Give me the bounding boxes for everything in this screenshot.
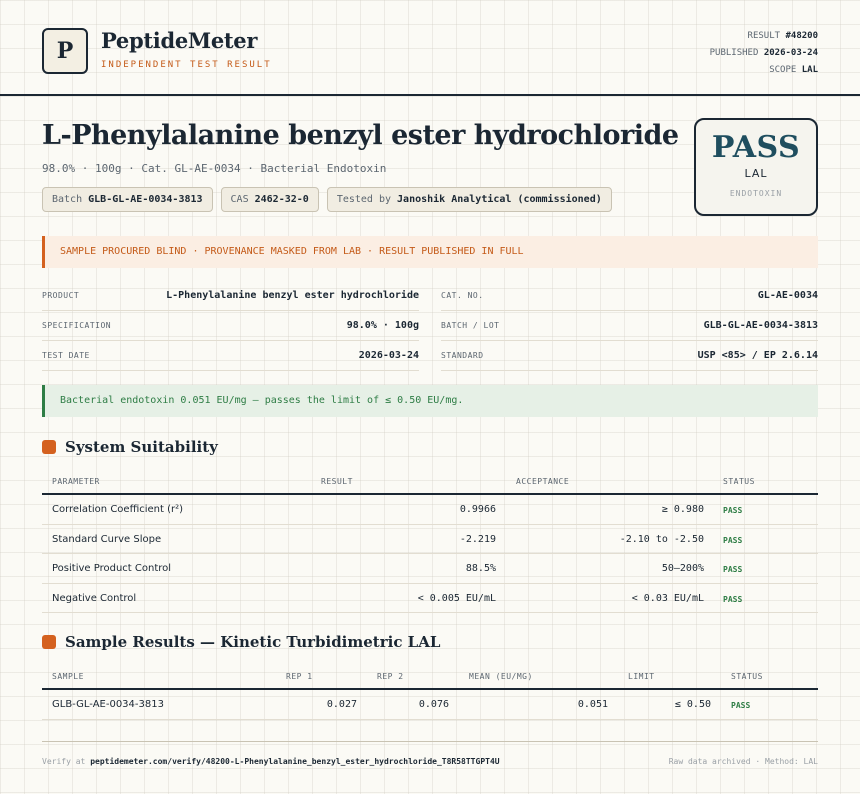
brand-name: PeptideMeter	[101, 28, 258, 53]
info-cat	[441, 281, 818, 311]
col-acceptance: ACCEPTANCE	[516, 477, 570, 486]
report-header	[0, 0, 860, 96]
logo: P	[42, 28, 88, 74]
table-header	[42, 662, 818, 690]
samples-title	[42, 633, 440, 651]
row-rep1: 0.027	[326, 699, 357, 710]
col-mean: MEAN (EU/MG)	[469, 672, 533, 681]
tested-by-label: Tested by	[336, 194, 391, 205]
row-parameter: Correlation Coefficient (r²)	[52, 504, 184, 515]
info-label: CAT. NO.	[441, 291, 484, 300]
info-value: 98.0% · 100g	[346, 320, 419, 331]
cas-chip-label: CAS	[230, 194, 249, 205]
info-label: STANDARD	[441, 351, 484, 360]
col-sample: SAMPLE	[52, 672, 84, 681]
col-rep2: REP 2	[377, 672, 404, 681]
tested-by-chip	[327, 187, 612, 212]
table-row	[42, 554, 818, 584]
info-value: 2026-03-24	[358, 350, 419, 361]
row-rep2: 0.076	[418, 699, 449, 710]
status-badge: PASS	[723, 535, 743, 545]
info-spec	[42, 311, 419, 341]
row-acceptance: 50–200%	[661, 563, 704, 574]
row-result: 88.5%	[465, 563, 496, 574]
cas-chip	[221, 187, 319, 212]
table-row	[42, 495, 818, 525]
info-value: L-Phenylalanine benzyl ester hydrochloride	[166, 290, 419, 301]
row-parameter: Positive Product Control	[52, 563, 172, 574]
batch-chip-label: Batch	[52, 194, 83, 205]
raw-data-note: Raw data archived · Method: LAL	[668, 757, 818, 766]
verify-label: Verify at	[42, 757, 86, 766]
table-row	[42, 525, 818, 555]
info-label: BATCH / LOT	[441, 321, 500, 330]
status-badge: PASS	[731, 701, 751, 710]
row-parameter: Negative Control	[52, 592, 137, 604]
row-mean: 0.051	[577, 699, 608, 710]
section-title-text: Sample Results — Kinetic Turbidimetric LAL	[65, 633, 441, 651]
cas-chip-value: 2462-32-0	[254, 194, 309, 205]
info-product	[42, 281, 419, 311]
table-row	[42, 690, 818, 720]
badge-method: LAL	[744, 167, 768, 180]
result-label: RESULT	[747, 31, 781, 41]
suitability-title	[42, 438, 218, 456]
col-status: STATUS	[731, 672, 763, 681]
status-badge: PASS	[723, 565, 743, 574]
result-banner: Bacterial endotoxin 0.051 EU/mg — passes the limit of ≤ 0.50 EU/mg.	[42, 385, 818, 417]
section-marker-icon	[42, 440, 56, 454]
footer	[42, 741, 818, 766]
info-value: GLB-GL-AE-0034-3813	[703, 320, 818, 331]
col-parameter: PARAMETER	[52, 477, 100, 486]
scope-value: LAL	[801, 65, 818, 75]
report-meta	[710, 28, 818, 79]
page-title: L-Phenylalanine benzyl ester hydrochloride	[42, 120, 679, 151]
table-header	[42, 467, 818, 495]
table-row	[42, 584, 818, 614]
info-label: TEST DATE	[42, 351, 90, 360]
result-id: #48200	[785, 31, 818, 41]
info-standard	[441, 341, 818, 371]
section-marker-icon	[42, 635, 56, 649]
info-label: SPECIFICATION	[42, 321, 112, 330]
row-acceptance: -2.10 to -2.50	[619, 533, 704, 545]
blind-notice: SAMPLE PROCURED BLIND · PROVENANCE MASKED FROM LAB · RESULT PUBLISHED IN FULL	[42, 236, 818, 268]
published-label: PUBLISHED	[709, 48, 759, 58]
row-result: 0.9966	[459, 504, 496, 515]
row-sample: GLB-GL-AE-0034-3813	[52, 699, 164, 710]
col-status: STATUS	[723, 477, 755, 486]
pass-badge	[694, 118, 818, 216]
verify-line	[42, 757, 500, 766]
col-limit: LIMIT	[628, 672, 655, 681]
row-acceptance: < 0.03 EU/mL	[631, 592, 704, 604]
section-title-text: System Suitability	[65, 438, 218, 456]
badge-category: ENDOTOXIN	[729, 189, 783, 198]
status-badge: PASS	[723, 506, 743, 515]
row-limit: ≤ 0.50	[674, 699, 711, 710]
batch-chip-value: GLB-GL-AE-0034-3813	[88, 194, 203, 205]
published-date: 2026-03-24	[763, 48, 818, 58]
samples-table	[42, 662, 818, 720]
verdict: PASS	[711, 130, 801, 165]
suitability-table	[42, 467, 818, 613]
info-batch	[441, 311, 818, 341]
row-parameter: Standard Curve Slope	[52, 533, 162, 545]
brand-tagline: INDEPENDENT TEST RESULT	[101, 60, 272, 70]
info-label: PRODUCT	[42, 291, 80, 300]
page-subtitle: 98.0% · 100g · Cat. GL-AE-0034 · Bacterial Endotoxin	[42, 162, 387, 175]
status-badge: PASS	[723, 594, 743, 604]
tested-by-value: Janoshik Analytical (commissioned)	[397, 194, 602, 205]
batch-chip	[42, 187, 213, 212]
col-result: RESULT	[321, 477, 353, 486]
verify-link[interactable]: peptidemeter.com/verify/48200-L-Phenylalanine_benzyl_ester_hydrochloride_T8R58TTGPT4U	[90, 757, 500, 766]
info-value: USP <85> / EP 2.6.14	[697, 350, 818, 361]
info-date	[42, 341, 419, 371]
row-result: -2.219	[459, 533, 496, 545]
col-rep1: REP 1	[286, 672, 313, 681]
row-acceptance: ≥ 0.980	[661, 504, 704, 515]
row-result: < 0.005 EU/mL	[417, 592, 496, 604]
info-value: GL-AE-0034	[757, 290, 818, 301]
chip-row	[42, 187, 612, 212]
scope-label: SCOPE	[769, 65, 797, 75]
